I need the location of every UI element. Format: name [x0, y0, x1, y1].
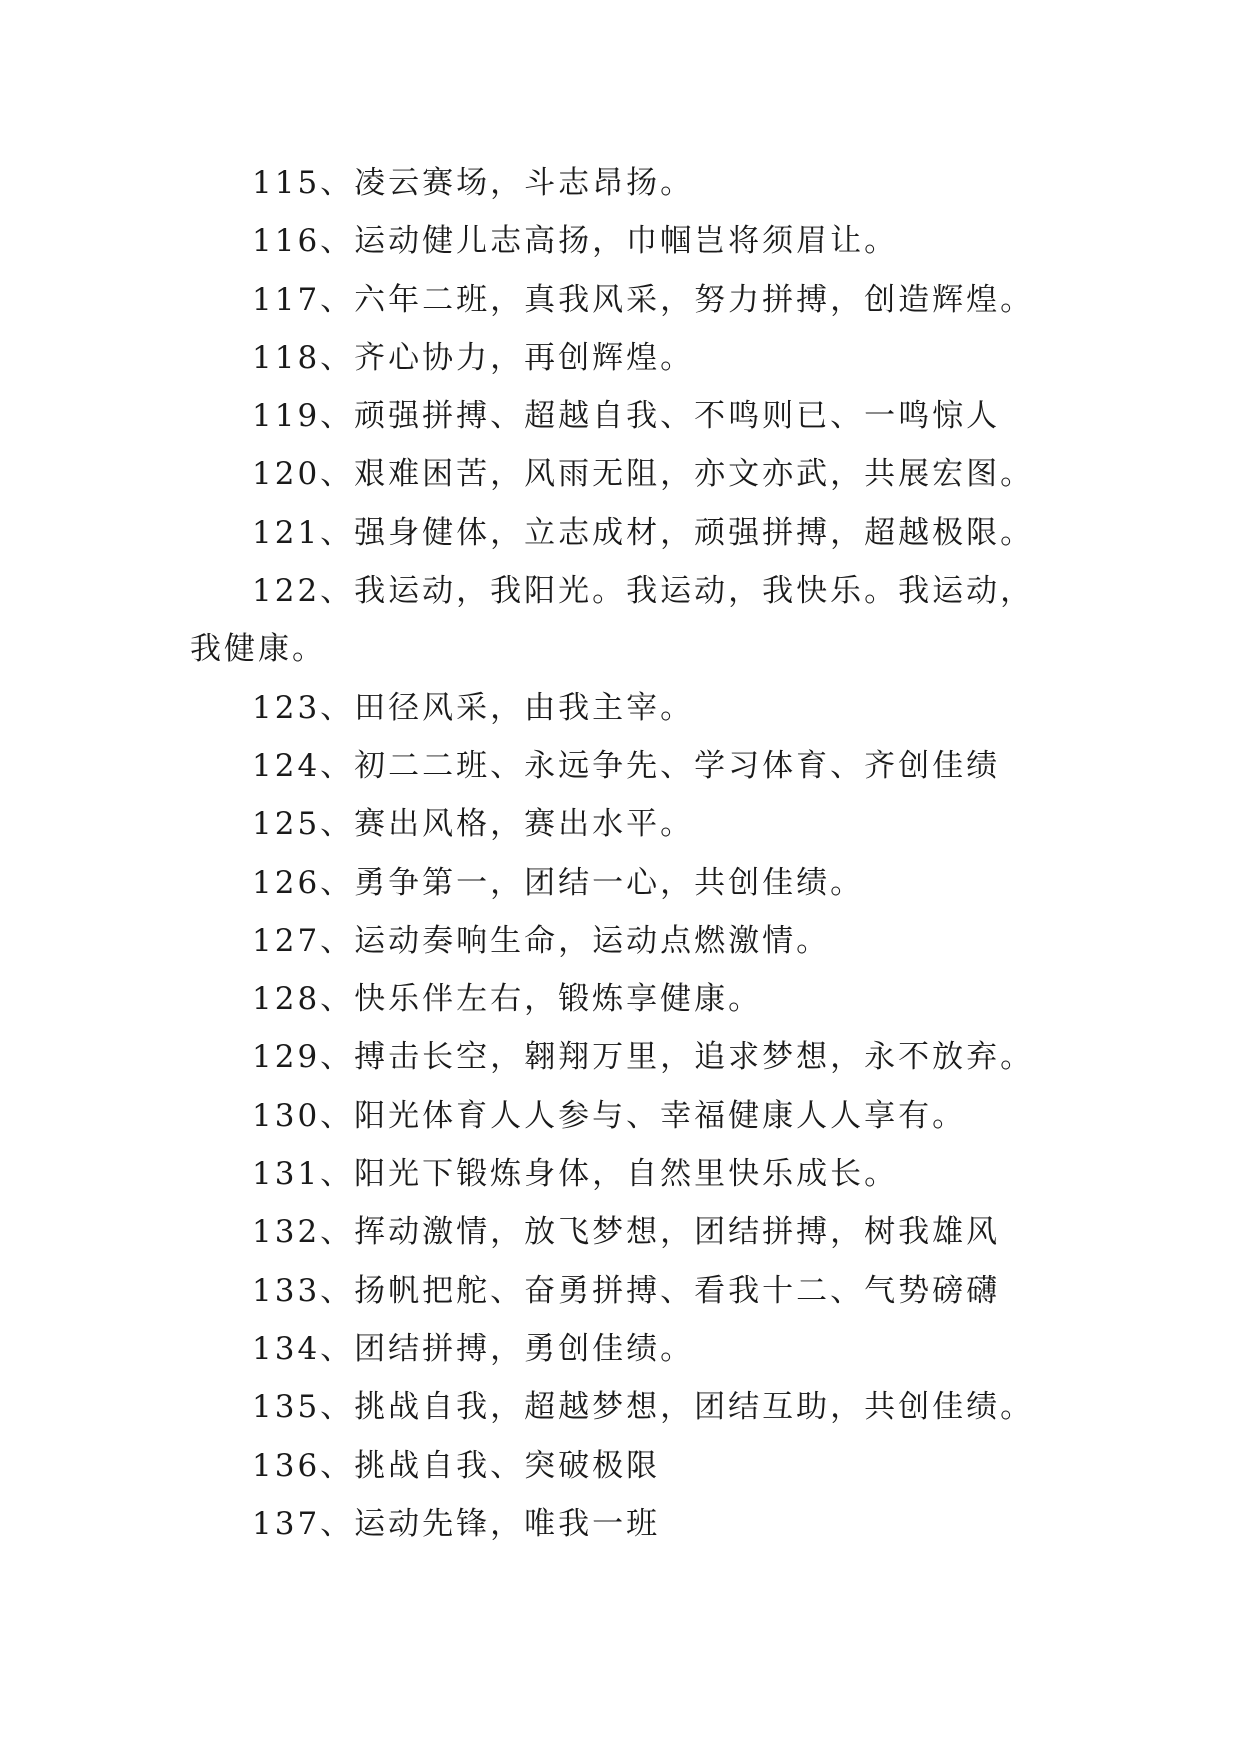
list-item: 127、运动奏响生命，运动点燃激情。 — [252, 922, 831, 959]
list-item: 132、挥动激情，放飞梦想，团结拼搏，树我雄风 — [252, 1214, 1001, 1251]
list-item: 130、阳光体育人人参与、幸福健康人人享有。 — [252, 1097, 967, 1134]
list-item: 131、阳光下锻炼身体，自然里快乐成长。 — [252, 1156, 899, 1193]
list-item: 134、团结拼搏，勇创佳绩。 — [252, 1330, 695, 1367]
list-item: 125、赛出风格，赛出水平。 — [252, 806, 695, 843]
list-item: 120、艰难困苦，风雨无阻，亦文亦武，共展宏图。 — [252, 456, 1035, 493]
slogan-list — [190, 154, 1056, 1553]
list-item: 128、快乐伴左右，锻炼享健康。 — [252, 981, 763, 1018]
list-item: 122、我运动，我阳光。我运动，我快乐。我运动，我健康。 — [190, 573, 1035, 668]
list-item: 123、田径风采，由我主宰。 — [252, 689, 695, 726]
list-item: 126、勇争第一，团结一心，共创佳绩。 — [252, 864, 865, 901]
list-item: 119、顽强拼搏、超越自我、不鸣则已、一鸣惊人 — [252, 398, 1001, 435]
list-item: 117、六年二班，真我风采，努力拼搏，创造辉煌。 — [252, 281, 1035, 318]
list-item: 129、搏击长空，翱翔万里，追求梦想，永不放弃。 — [252, 1039, 1035, 1076]
list-item: 124、初二二班、永远争先、学习体育、齐创佳绩 — [252, 747, 1001, 784]
list-item: 133、扬帆把舵、奋勇拼搏、看我十二、气势磅礴 — [252, 1272, 1001, 1309]
list-item: 135、挑战自我，超越梦想，团结互助，共创佳绩。 — [252, 1389, 1035, 1426]
list-item: 115、凌云赛场，斗志昂扬。 — [252, 165, 695, 201]
list-item: 118、齐心协力，再创辉煌。 — [252, 339, 695, 376]
list-item: 136、挑战自我、突破极限 — [252, 1447, 661, 1484]
list-item: 116、运动健儿志高扬，巾帼岂将须眉让。 — [252, 223, 899, 260]
list-item: 137、运动先锋，唯我一班 — [252, 1505, 661, 1542]
list-item: 121、强身健体，立志成材，顽强拼搏，超越极限。 — [252, 514, 1035, 551]
